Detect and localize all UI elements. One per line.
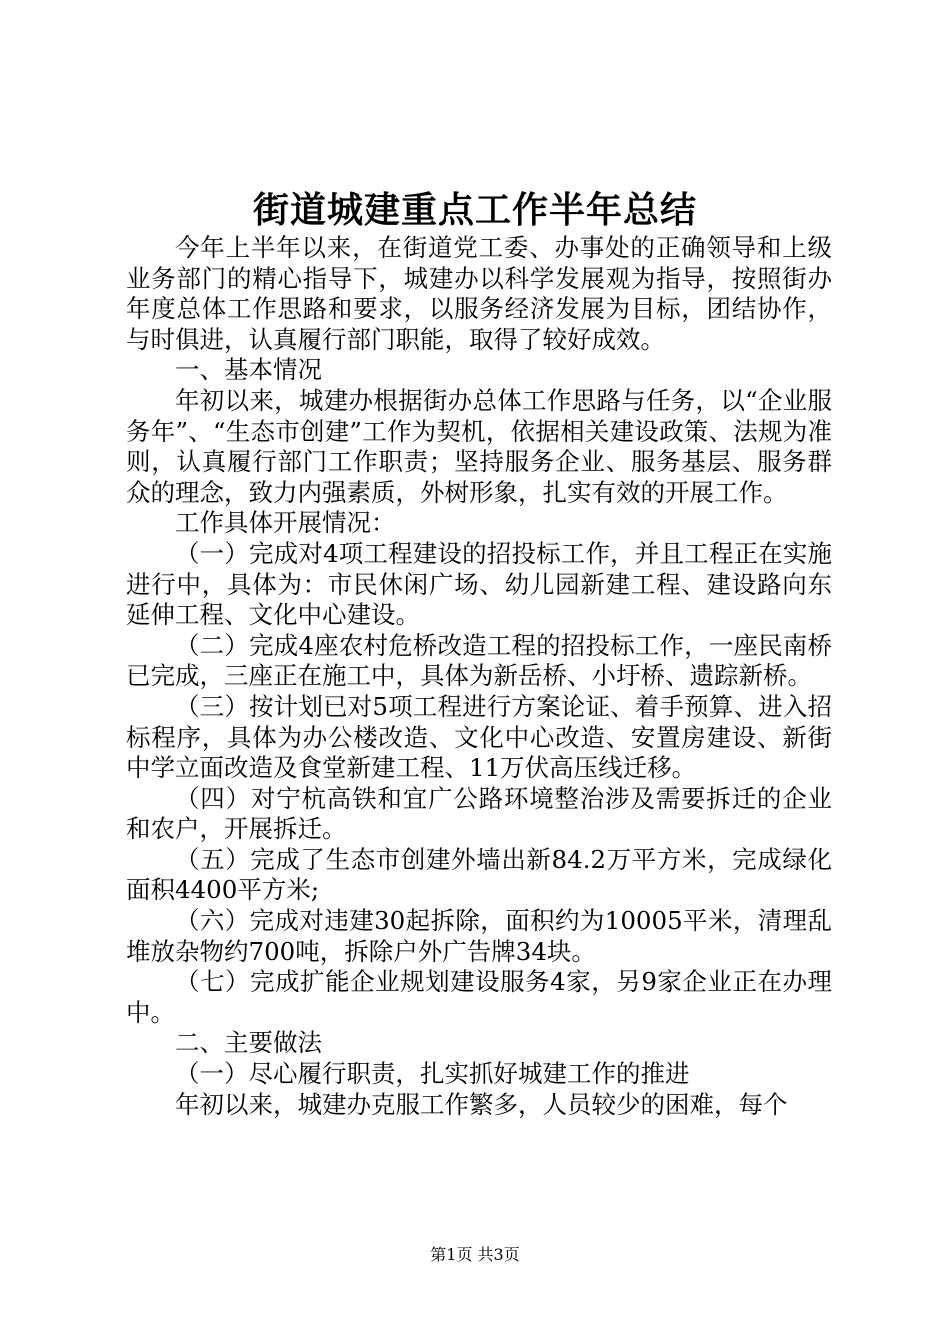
section-heading-methods: 二、主要做法 — [175, 1028, 322, 1058]
list-item-2: （二）完成4座农村危桥改造工程的招投标工作，一座民南桥已完成，三座正在施工中，具体为新岳桥、小圩桥、遗踪新桥。 — [126, 630, 832, 691]
work-details-heading: 工作具体开展情况： — [175, 508, 396, 538]
list-item-7: （七）完成扩能企业规划建设服务4家，另9家企业正在办理中。 — [126, 967, 832, 1027]
list-item-5: （五）完成了生态市创建外墙出新84.2万平方米，完成绿化面积4400平方米; — [126, 844, 832, 905]
list-item-4: （四）对宁杭高铁和宜广公路环境整治涉及需要拆迁的企业和农户，开展拆迁。 — [126, 783, 832, 844]
list-item-1: （一）完成对4项工程建设的招投标工作，并且工程正在实施进行中，具体为：市民休闲广场、幼儿园新建工程、建设路向东延伸工程、文化中心建设。 — [126, 538, 832, 630]
document-title: 街道城建重点工作半年总结 — [252, 189, 697, 231]
list-item-3: （三）按计划已对5项工程进行方案论证、着手预算、进入招标程序，具体为办公楼改造、文化中心改造、安置房建设、新街中学立面改造及食堂新建工程、11万伏高压线迁移。 — [126, 691, 832, 783]
intro-paragraph: 今年上半年以来，在街道党工委、办事处的正确领导和上级业务部门的精心指导下，城建办以科学发展观为指导，按照街办年度总体工作思路和要求，以服务经济发展为目标，团结协作，与时俱进，认真履行部门职能，取得了较好成效。 — [126, 233, 832, 354]
page-number: 第1页 共3页 — [430, 1245, 520, 1264]
basic-situation-paragraph: 年初以来，城建办根据街办总体工作思路与任务，以“企业服务年”、“生态市创建”工作为契机，依据相关建设政策、法规为准则，认真履行部门工作职责；坚持服务企业、服务基层、服务群众的理念，致力内强素质，外树形象，扎实有效的开展工作。 — [126, 385, 832, 507]
section-heading-basic: 一、基本情况 — [175, 355, 322, 385]
methods-paragraph: 年初以来，城建办克服工作繁多，人员较少的困难，每个 — [175, 1089, 788, 1119]
document-body — [126, 233, 832, 1120]
subsection-heading-1: （一）尽心履行职责，扎实抓好城建工作的推进 — [175, 1059, 690, 1089]
list-item-6: （六）完成对违建30起拆除，面积约为10005平米，清理乱堆放杂物约700吨，拆除户外广告牌34块。 — [126, 906, 832, 966]
